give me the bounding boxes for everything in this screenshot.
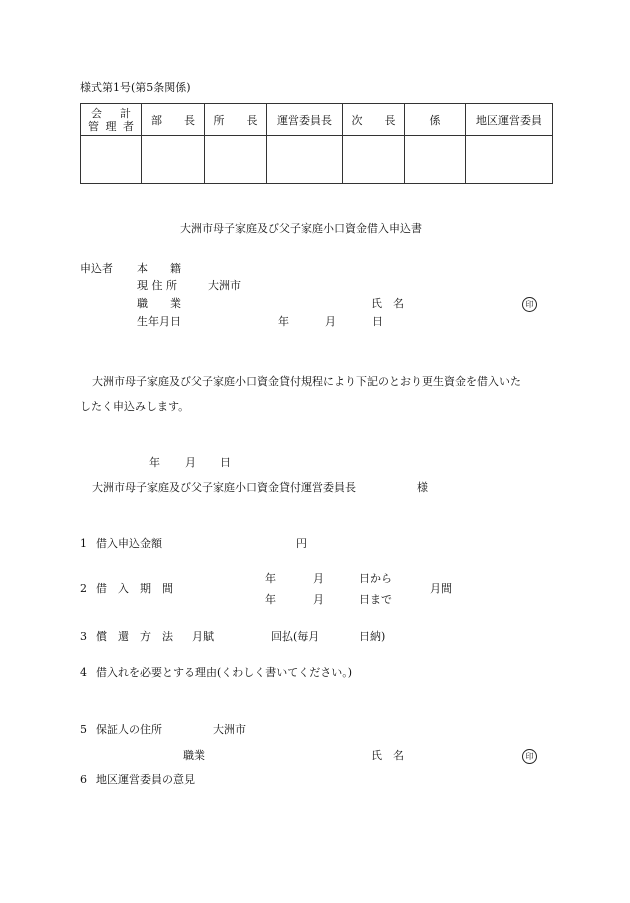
addressee: 大洲市母子家庭及び父子家庭小口資金貸付運営委員長 bbox=[92, 481, 356, 494]
address-value: 大洲市 bbox=[208, 279, 241, 292]
period-from-day: 日から bbox=[359, 572, 392, 585]
item-5-number: 5 bbox=[80, 723, 87, 736]
guarantor-occupation: 職業 bbox=[183, 749, 205, 762]
item-6-label: 地区運営委員の意見 bbox=[96, 773, 195, 786]
addressee-honorific: 様 bbox=[417, 481, 428, 494]
header-accounting-manager: 会 計 管 理 者 bbox=[81, 104, 142, 136]
repay-times: 回払(毎月 bbox=[271, 630, 320, 643]
item-2-number: 2 bbox=[80, 582, 87, 595]
body-text-line1: 大洲市母子家庭及び父子家庭小口資金貸付規程により下記のとおり更生資金を借入いた bbox=[92, 375, 521, 388]
birth-year: 年 bbox=[278, 315, 289, 328]
item-3-number: 3 bbox=[80, 630, 87, 643]
item-5-label: 保証人の住所 bbox=[96, 723, 162, 736]
stamp-cell[interactable] bbox=[343, 136, 405, 184]
header-deputy: 次 長 bbox=[343, 104, 405, 136]
item-1-yen: 円 bbox=[296, 537, 307, 550]
header-office-chief: 所 長 bbox=[205, 104, 267, 136]
birth-day: 日 bbox=[372, 315, 383, 328]
approval-table bbox=[80, 103, 553, 184]
form-number: 様式第1号(第5条関係) bbox=[80, 81, 191, 94]
stamp-cell[interactable] bbox=[205, 136, 267, 184]
item-4-label: 借入れを必要とする理由(くわしく書いてください。) bbox=[96, 666, 353, 679]
honseki-label: 本 籍 bbox=[137, 262, 181, 275]
date-day: 日 bbox=[220, 456, 231, 469]
occupation-label: 職 業 bbox=[137, 297, 181, 310]
header-clerk: 係 bbox=[405, 104, 466, 136]
item-4-number: 4 bbox=[80, 666, 87, 679]
item-1-number: 1 bbox=[80, 537, 87, 550]
header-committee-chair: 運営委員長 bbox=[267, 104, 343, 136]
period-to-month: 月 bbox=[313, 593, 324, 606]
item-3-label: 償 還 方 法 bbox=[96, 630, 173, 643]
guarantor-seal-icon: 印 bbox=[522, 749, 537, 764]
item-6-number: 6 bbox=[80, 773, 87, 786]
birthdate-label: 生年月日 bbox=[137, 315, 181, 328]
repay-day: 日納) bbox=[359, 630, 386, 643]
period-to-day: 日まで bbox=[359, 593, 392, 606]
period-to-year: 年 bbox=[265, 593, 276, 606]
stamp-cell[interactable] bbox=[405, 136, 466, 184]
guarantor-city: 大洲市 bbox=[213, 723, 246, 736]
address-label: 現 住 所 bbox=[137, 279, 177, 292]
header-district-committee: 地区運営委員 bbox=[466, 104, 553, 136]
stamp-cell[interactable] bbox=[267, 136, 343, 184]
period-from-year: 年 bbox=[265, 572, 276, 585]
header-director: 部 長 bbox=[142, 104, 205, 136]
item-1-label: 借入申込金額 bbox=[96, 537, 162, 550]
body-text-line2: したく申込みします。 bbox=[80, 400, 190, 413]
date-year: 年 bbox=[149, 456, 160, 469]
stamp-cell[interactable] bbox=[466, 136, 553, 184]
period-from-month: 月 bbox=[313, 572, 324, 585]
date-month: 月 bbox=[185, 456, 196, 469]
seal-icon: 印 bbox=[522, 297, 537, 312]
stamp-cell[interactable] bbox=[81, 136, 142, 184]
guarantor-name-label: 氏 名 bbox=[371, 749, 404, 762]
stamp-cell[interactable] bbox=[142, 136, 205, 184]
period-months: 月間 bbox=[430, 582, 452, 595]
birth-month: 月 bbox=[325, 315, 336, 328]
item-2-label: 借 入 期 間 bbox=[96, 582, 173, 595]
document-title: 大洲市母子家庭及び父子家庭小口資金借入申込書 bbox=[180, 222, 422, 235]
repay-monthly: 月賦 bbox=[192, 630, 214, 643]
name-label: 氏 名 bbox=[371, 297, 404, 310]
applicant-label: 申込者 bbox=[80, 262, 113, 275]
